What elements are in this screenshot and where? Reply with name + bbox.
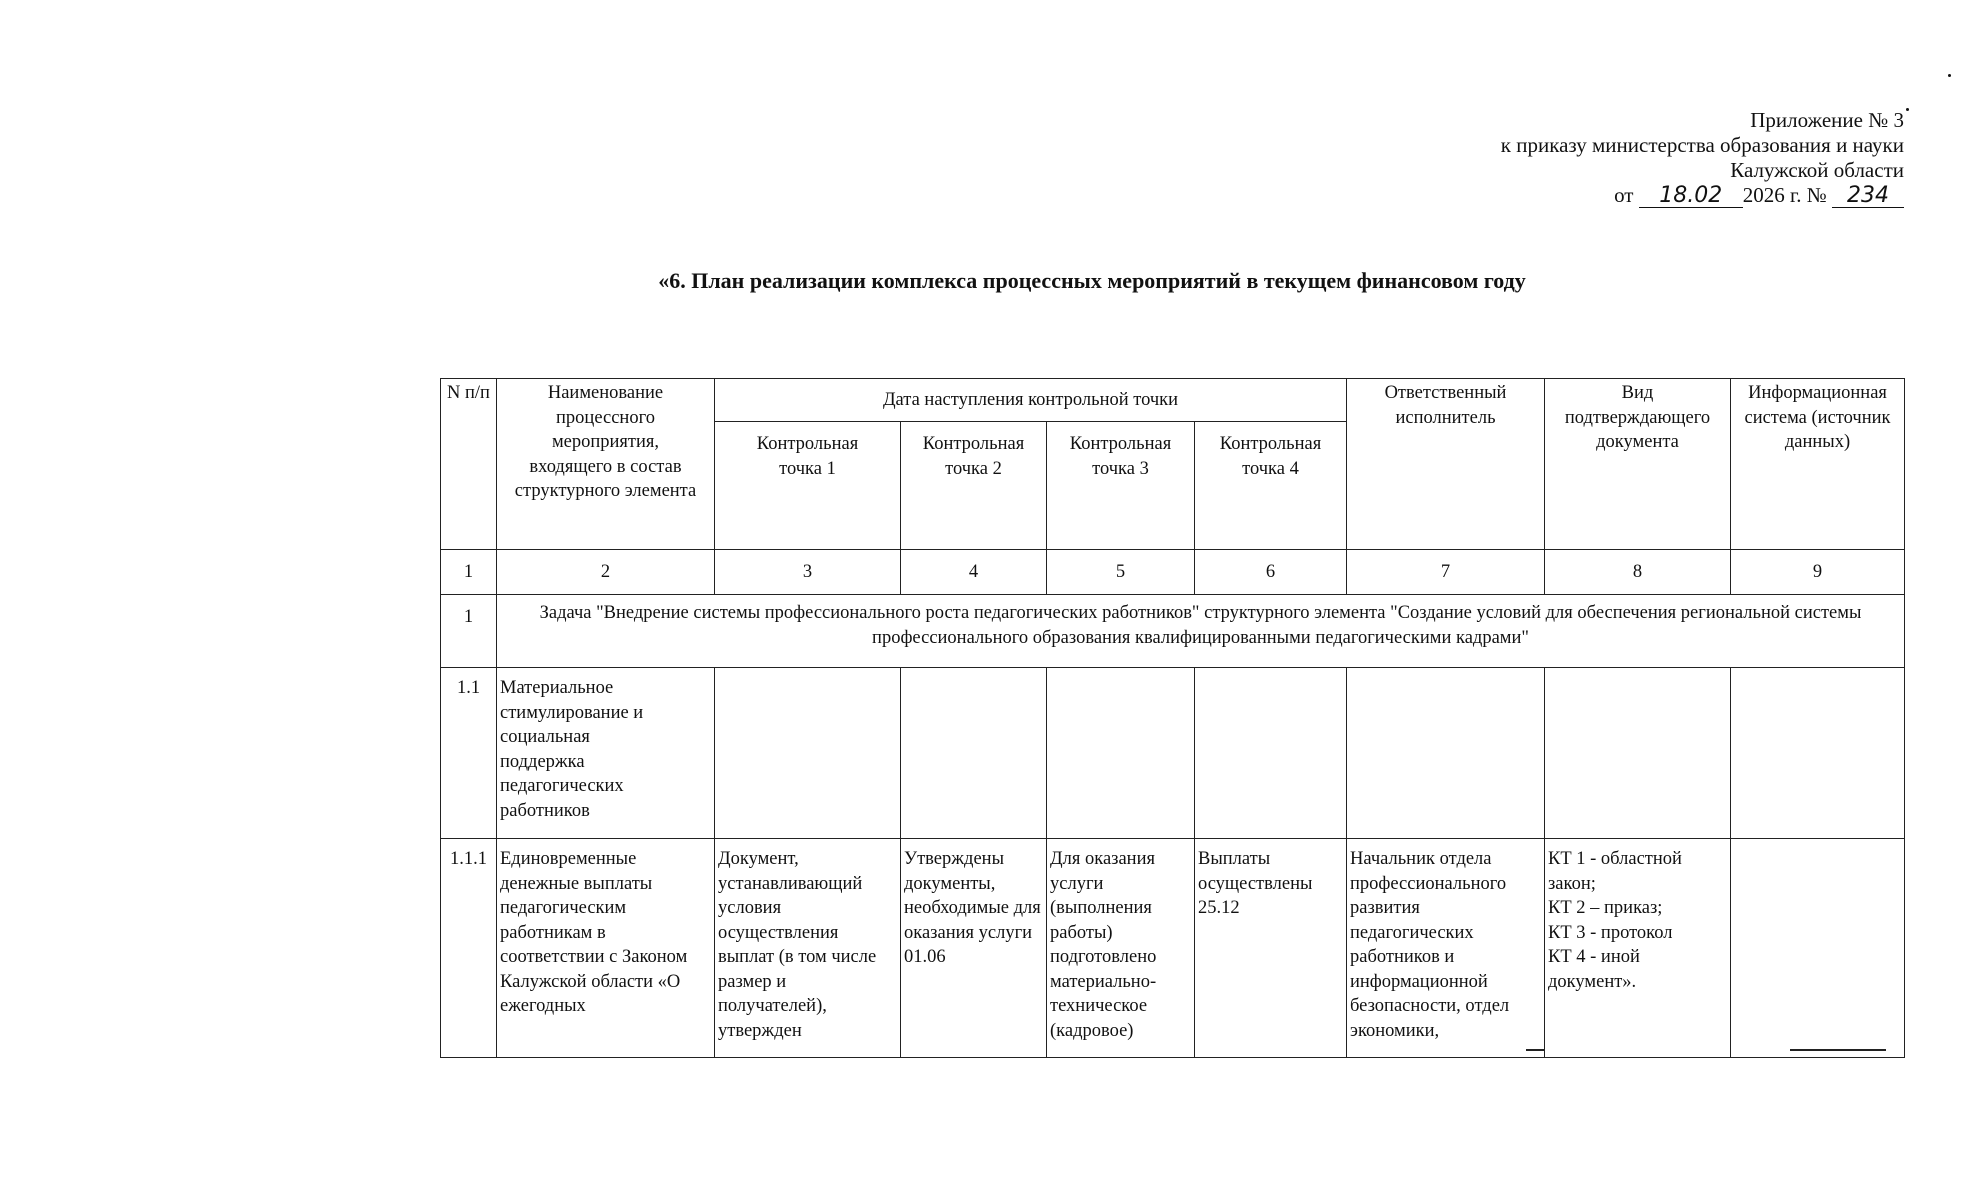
empty-cell: [1347, 668, 1545, 839]
document-title: «6. План реализации комплекса процессных мероприятий в текущем финансовом году: [658, 268, 1526, 293]
column-number: 8: [1545, 550, 1731, 595]
header-info-system: Информационная система (источник данных): [1731, 379, 1905, 550]
header-kt4: Контрольная точка 4: [1195, 422, 1347, 550]
task-text: Задача "Внедрение системы профессионального роста педагогических работников" структурного элемента "Создание условий для обеспечения региональной системы профессионального образования квалифицированными педагогическими кадрами": [497, 595, 1905, 668]
header-date-group: Дата наступления контрольной точки: [715, 379, 1347, 422]
column-number-row: [441, 550, 1905, 595]
cut-edge-mark: [1790, 1049, 1886, 1051]
column-number: 3: [715, 550, 901, 595]
appendix-date-line: [1501, 183, 1904, 208]
activity-row: [441, 668, 1905, 839]
empty-cell: [1545, 668, 1731, 839]
appendix-line-2: к приказу министерства образования и науки: [1500, 133, 1904, 157]
header-kt2: Контрольная точка 2: [901, 422, 1047, 550]
plan-table: [440, 378, 1905, 1058]
sub-activity-kt2: Утверждены документы, необходимые для оказания услуги 01.06: [901, 839, 1047, 1058]
header-responsible: Ответственный исполнитель: [1347, 379, 1545, 550]
sub-activity-responsible: Начальник отдела профессионального развития педагогических работников и информационной безопасности, отдел экономики,: [1347, 839, 1545, 1058]
empty-cell: [1195, 668, 1347, 839]
scan-speck: [1948, 74, 1951, 77]
appendix-line-3: Калужской области: [1730, 158, 1904, 182]
empty-cell: [1047, 668, 1195, 839]
activity-name: Материальное стимулирование и социальная поддержка педагогических работников: [497, 668, 715, 839]
sub-activity-kt1: Документ, устанавливающий условия осуществления выплат (в том числе размер и получателей), утвержден: [715, 839, 901, 1058]
appendix-block: [1501, 108, 1904, 208]
year-text: 2026 г. №: [1742, 183, 1827, 207]
handwritten-number: 234: [1832, 185, 1904, 208]
empty-cell: [901, 668, 1047, 839]
column-number: 6: [1195, 550, 1347, 595]
sub-activity-row: [441, 839, 1905, 1058]
scan-speck: [1906, 108, 1909, 111]
empty-cell: [715, 668, 901, 839]
header-name: Наименование процессного мероприятия, входящего в состав структурного элемента: [497, 379, 715, 550]
cut-edge-mark: [1526, 1049, 1544, 1051]
sub-activity-number: 1.1.1: [441, 839, 497, 1058]
header-num: N п/п: [441, 379, 497, 550]
header-kt3: Контрольная точка 3: [1047, 422, 1195, 550]
sub-activity-kt4: Выплаты осуществлены 25.12: [1195, 839, 1347, 1058]
column-number: 9: [1731, 550, 1905, 595]
column-number: 1: [441, 550, 497, 595]
empty-cell: [1731, 668, 1905, 839]
task-number: 1: [441, 595, 497, 668]
sub-activity-doc-type: КТ 1 - областной закон; КТ 2 – приказ; КТ 3 - протокол КТ 4 - иной документ».: [1545, 839, 1731, 1058]
task-row: [441, 595, 1905, 668]
sub-activity-info-system: [1731, 839, 1905, 1058]
column-number: 5: [1047, 550, 1195, 595]
activity-number: 1.1: [441, 668, 497, 839]
header-kt1: Контрольная точка 1: [715, 422, 901, 550]
handwritten-date: 18.02: [1639, 185, 1743, 208]
sub-activity-name: Единовременные денежные выплаты педагогическим работникам в соответствии с Законом Калужской области «О ежегодных: [497, 839, 715, 1058]
column-number: 7: [1347, 550, 1545, 595]
appendix-line-1: Приложение № 3: [1750, 108, 1904, 132]
sub-activity-kt3: Для оказания услуги (выполнения работы) подготовлено материально-техническое (кадровое): [1047, 839, 1195, 1058]
header-row: [441, 379, 1905, 422]
date-prefix: от: [1614, 183, 1634, 207]
column-number: 2: [497, 550, 715, 595]
header-doc-type: Вид подтверждающего документа: [1545, 379, 1731, 550]
column-number: 4: [901, 550, 1047, 595]
